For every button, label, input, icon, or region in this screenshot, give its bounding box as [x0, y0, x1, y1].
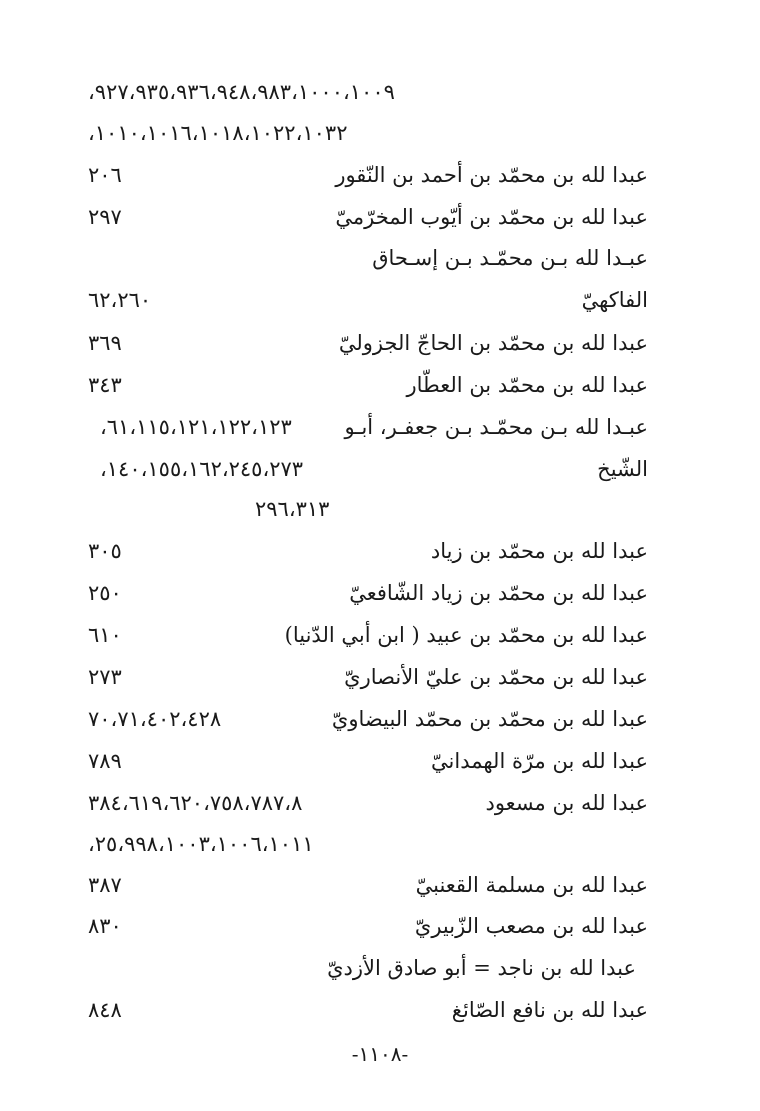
- index-pages: ٦١٠: [88, 623, 122, 647]
- index-entry-name: عبدا لله بن مسعود: [485, 791, 648, 815]
- index-pages: ٦٢،٢٦٠: [88, 288, 152, 312]
- index-entry-name: عبدا لله بن محمّد بن العطّار: [406, 373, 648, 397]
- index-entry-name: عبدا لله بن نافع الصّائغ: [451, 998, 648, 1022]
- index-pages: ٣٠٥: [88, 539, 122, 563]
- index-entry-name: الشّيخ: [597, 457, 648, 481]
- index-pages: ٣٦٩: [88, 331, 122, 355]
- index-pages: ٩٢٧،٩٣٥،٩٣٦،٩٤٨،٩٨٣،١٠٠٠،١٠٠٩،: [88, 80, 395, 104]
- index-pages: ٢٠٦: [88, 163, 122, 187]
- page-number: -١١٠٨-: [351, 1042, 409, 1066]
- index-entry-name: عبدا لله بن مسلمة القعنبيّ: [415, 873, 648, 897]
- index-entry-name: عبدا لله بن محمّد بن زياد الشّافعيّ: [349, 581, 648, 605]
- index-entry-name: الفاكهيّ: [581, 288, 648, 312]
- index-entry-name: عبـدا لله بـن محمّـد بـن جعفـر، أبـو: [344, 415, 648, 439]
- index-pages: ٢٥،٩٩٨،١٠٠٣،١٠٠٦،١٠١١،: [88, 832, 314, 856]
- index-pages: ٦١،١١٥،١٢١،١٢٢،١٢٣،: [100, 415, 292, 439]
- index-pages: ٢٩٦،٣١٣: [255, 497, 330, 521]
- index-entry-name: عبـدا لله بـن محمّـد بـن إسـحاق: [372, 246, 648, 270]
- index-pages: ٧٨٩: [88, 749, 122, 773]
- index-entry-name: عبدا لله بن محمّد بن الحاجّ الجزوليّ: [338, 331, 648, 355]
- index-pages: ٢٧٣: [88, 665, 122, 689]
- index-pages: ١٤٠،١٥٥،١٦٢،٢٤٥،٢٧٣،: [100, 457, 304, 481]
- index-pages: ٣٨٧: [88, 873, 122, 897]
- index-pages: ١٠١٠،١٠١٦،١٠١٨،١٠٢٢،١٠٣٢،: [88, 121, 348, 145]
- index-entry-name: عبدا لله بن مرّة الهمدانيّ: [431, 749, 648, 773]
- index-pages: ٨٣٠: [88, 914, 122, 938]
- index-entry-name: عبدا لله بن محمّد بن أيّوب المخرّميّ: [335, 205, 648, 229]
- index-pages: ٨٤٨: [88, 998, 122, 1022]
- index-entry-name: عبدا لله بن مصعب الزّبيريّ: [414, 914, 648, 938]
- index-entry-name: عبدا لله بن محمّد بن محمّد البيضاويّ: [331, 707, 648, 731]
- index-entry-name: عبدا لله بن محمّد بن عبيد ( ابن أبي الدّنيا): [284, 623, 648, 647]
- index-entry-name: عبدا لله بن محمّد بن أحمد بن النّقور: [335, 163, 648, 187]
- index-entry-name: عبدا لله بن محمّد بن زياد: [430, 539, 648, 563]
- index-cross-reference: عبدا لله بن ناجد = أبو صادق الأزديّ: [327, 956, 636, 980]
- index-pages: ٢٥٠: [88, 581, 122, 605]
- index-pages: ٣٨٤،٦١٩،٦٢٠،٧٥٨،٧٨٧،٨: [88, 791, 303, 815]
- index-pages: ٧٠،٧١،٤٠٢،٤٢٨: [88, 707, 222, 731]
- index-pages: ٢٩٧: [88, 205, 122, 229]
- index-entry-name: عبدا لله بن محمّد بن عليّ الأنصاريّ: [344, 665, 648, 689]
- index-pages: ٣٤٣: [88, 373, 122, 397]
